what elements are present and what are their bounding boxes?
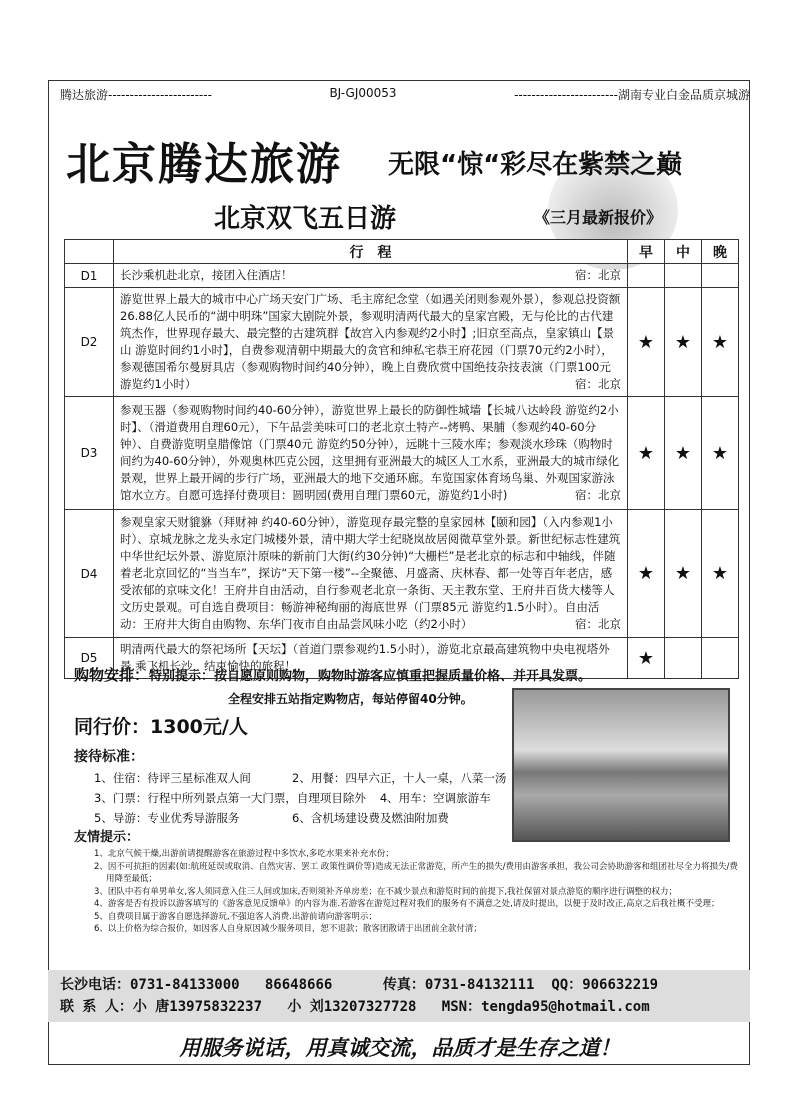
lodging: 宿：北京	[575, 268, 621, 282]
top-line-left: 腾达旅游------------------------	[60, 88, 212, 102]
tip-item: 4、游客是否有投诉以游客填写的《游客意见反馈单》的内容为准.若游客在游览过程对我们的服务有不满意之处,请及时提出，以便于及时改正,高京之后我社概不受理；	[94, 899, 720, 909]
tip-item: 2、因不可抗拒的因素(如:航班延误或取消、自然灾害、罢工 政策性调价等)造成无法正常游览，所产生的损失/费用由游客承担，我公司会协助游客和组团社尽全力将损失/费用降至最低；	[94, 861, 738, 884]
contact-row-person	[60, 996, 650, 1016]
header-dinner: 晚	[702, 240, 739, 264]
scenery-photo	[512, 688, 730, 842]
footer-motto: 用服务说话，用真诚交流，品质才是生存之道！	[179, 1036, 621, 1060]
standards-row	[94, 808, 506, 828]
table-row	[65, 397, 739, 510]
lunch-cell	[665, 638, 702, 679]
breakfast-cell: ★	[628, 397, 665, 510]
lodging: 宿：北京	[575, 377, 621, 391]
shopping-label: 购物安排：	[74, 666, 150, 684]
phone-number-2: 86648666	[264, 977, 333, 993]
table-row	[65, 510, 739, 638]
day-cell: D4	[65, 510, 114, 638]
phone-number: 0731-84133000	[130, 977, 240, 993]
price-value: 1300元/人	[150, 716, 248, 738]
fax-number: 0731-84132111	[424, 977, 535, 993]
brand-title: 北京腾达旅游	[66, 139, 342, 190]
day-text: 参观皇家天财貔貅（拜财神 约40-60分钟），游览现存最完整的皇家园林【颐和园】（入内参观1小时）、京城龙脉之龙头永定门城楼外景，清中期大学士纪晓岚故居阅微草堂外景。新世纪标志性建筑中华世纪坛外景、游览原汁原味的新前门大街(约30分钟)“大栅栏”是老北京的标志和中轴线，伴随着老北京回忆的“当当车”，探访“天下第一楼”--全聚德、月盛斋、庆林春、都一处等百年老店，感受浓郁的京味文化！王府井自由活动，自行参观老北京一条街、天主教东堂、王府井百货大楼等人文历史景观。可自选自费项目：畅游神秘绚丽的海底世界（门票85元 游览约1.5小时）。自由活动：王府井大街自由购物、东华门夜市自由品尝风味小吃（约2小时）	[120, 515, 621, 631]
dinner-cell	[702, 638, 739, 679]
standards-row	[94, 768, 506, 788]
phone-label: 长沙电话：	[60, 977, 130, 993]
shopping-stops: 全程安排五站指定购物店，每站停留40分钟。	[228, 692, 473, 706]
contact-person-2: 小 刘13207327728	[287, 999, 417, 1015]
day-cell: D5	[65, 638, 114, 679]
day-text: 长沙乘机赴北京，接团入住酒店！	[120, 268, 293, 282]
itinerary-table	[64, 239, 739, 679]
contact-row-phone	[60, 974, 658, 994]
day-text: 明清两代最大的祭祀场所【天坛】（首道门票参观约1.5小时），游览北京最高建筑物中央电视塔外景.乘飞机长沙，结束愉快的旅程！	[120, 642, 610, 673]
dinner-cell: ★	[702, 397, 739, 510]
standard-item: 4、用车：空调旅游车	[379, 791, 491, 805]
standard-item: 1、住宿：待评三星标准双人间	[94, 771, 251, 785]
standards-title: 接待标准：	[74, 749, 144, 765]
contact-person-1: 小 唐13975832237	[132, 999, 263, 1015]
standard-item: 2、用餐：四早六正，十人一桌，八菜一汤	[292, 771, 507, 785]
dinner-cell: ★	[702, 288, 739, 397]
lunch-cell	[665, 264, 702, 288]
breakfast-cell: ★	[628, 288, 665, 397]
qq-label: QQ：	[551, 977, 583, 993]
slogan: 无限“惊“彩尽在紫禁之巅	[388, 150, 683, 180]
tip-item: 3、团队中若有单男单女,客人须同意入住三人间或加床,否则须补齐单房差；在不减少景点和游览时间的前提下,我社保留对景点游览的顺序进行调整的权力；	[94, 886, 678, 897]
header-day	[65, 240, 114, 264]
breakfast-cell	[628, 264, 665, 288]
dinner-cell	[702, 264, 739, 288]
tour-code: BJ-GJ00053	[329, 86, 397, 100]
breakfast-cell: ★	[628, 510, 665, 638]
standard-item: 3、门票：行程中所列景点第一大门票，自理项目除外	[94, 791, 366, 805]
lodging: 宿：北京	[575, 488, 621, 502]
standards-list	[94, 768, 506, 828]
day-description	[114, 288, 628, 397]
lodging: 宿：北京	[575, 617, 621, 631]
qq-number: 906632219	[582, 977, 659, 993]
header-breakfast: 早	[628, 240, 665, 264]
header-itinerary: 行 程	[114, 240, 628, 264]
tour-title: 北京双飞五日游	[214, 204, 397, 234]
day-description	[114, 397, 628, 510]
top-line-right: ------------------------湖南专业白金品质京城游	[514, 88, 750, 102]
msn-label: MSN：	[441, 999, 482, 1015]
table-row	[65, 264, 739, 288]
lunch-cell: ★	[665, 288, 702, 397]
shopping-text: 特别提示：按自愿原则购物，购物时游客应慎重把握质量价格、并开具发票。	[149, 669, 592, 684]
day-description	[114, 264, 628, 288]
day-description	[114, 510, 628, 638]
day-cell: D3	[65, 397, 114, 510]
lunch-cell: ★	[665, 510, 702, 638]
day-text: 游览世界上最大的城市中心广场天安门广场、毛主席纪念堂（如遇关闭则参观外景），参观总投资额26.88亿人民币的“湖中明珠”国家大剧院外景，参观明清两代最大的皇家宫殿，无与伦比的古代建筑杰作，世界现存最大、最完整的古建筑群【故宫入内参观约2小时】;旧京至高点，皇家镇山【景山 游览时间约1小时】，自费参观清朝中期最大的贪官和绅私宅恭王府花园（门票70元约2小时），参观德国希尔曼厨具店（参观购物时间约40分钟），晚上自费欣赏中国绝技杂技表演（门票100元 游览约1小时）	[120, 292, 621, 391]
day-text: 参观玉器（参观购物时间约40-60分钟），游览世界上最长的防御性城墙【长城八达岭段 游览约2小时】、（滑道费用自理60元），下午品尝美味可口的老北京土特产--烤鸭、果脯（参观约40-60分钟）、自费游览明皇腊像馆（门票40元 游览约50分钟），远眺十三陵水库；参观淡水珍珠（购物时间约为40-60分钟），外观奥林匹克公园，这里拥有亚洲最大的城区人工水系，亚洲最大的城市绿化景观，世界上最开阔的步行广场，亚洲最大的地下交通环廊。车览国家体育场鸟巢、外观国家游泳馆水立方。自愿可选择付费项目：圆明园(费用自理门票60元，游览约1小时)	[120, 403, 620, 502]
day-cell: D2	[65, 288, 114, 397]
day-cell: D1	[65, 264, 114, 288]
tip-item: 6、以上价格为综合报价，如因客人自身原因减少服务项目，恕不退款；散客团散请于出团前全款付清；	[94, 924, 482, 934]
price-row	[74, 712, 248, 739]
tip-item: 5、自费项目属于游客自愿选择游玩,不强迫客人消费.出游前请向游客明示；	[94, 911, 377, 922]
dinner-cell: ★	[702, 510, 739, 638]
contact-person-label: 联 系 人：	[60, 999, 133, 1015]
breakfast-cell: ★	[628, 638, 665, 679]
shopping-notice	[74, 664, 591, 685]
tips-list	[94, 848, 740, 936]
standard-item: 6、含机场建设费及燃油附加费	[292, 811, 449, 825]
price-label: 同行价：	[74, 716, 151, 738]
msn-address: tengda95@hotmail.com	[481, 999, 650, 1015]
fax-label: 传真：	[382, 977, 425, 993]
top-line	[60, 86, 750, 103]
header-lunch: 中	[665, 240, 702, 264]
lunch-cell: ★	[665, 397, 702, 510]
price-note: 《三月最新报价》	[534, 208, 663, 227]
tip-item: 1、北京气候干燥,出游前请提醒游客在旅游过程中多饮水,多吃水果来补充水份；	[94, 849, 394, 859]
table-row	[65, 288, 739, 397]
standards-row	[94, 788, 506, 808]
table-header	[65, 240, 739, 264]
tips-title: 友情提示：	[74, 830, 140, 845]
standard-item: 5、导游：专业优秀导游服务	[94, 811, 240, 825]
